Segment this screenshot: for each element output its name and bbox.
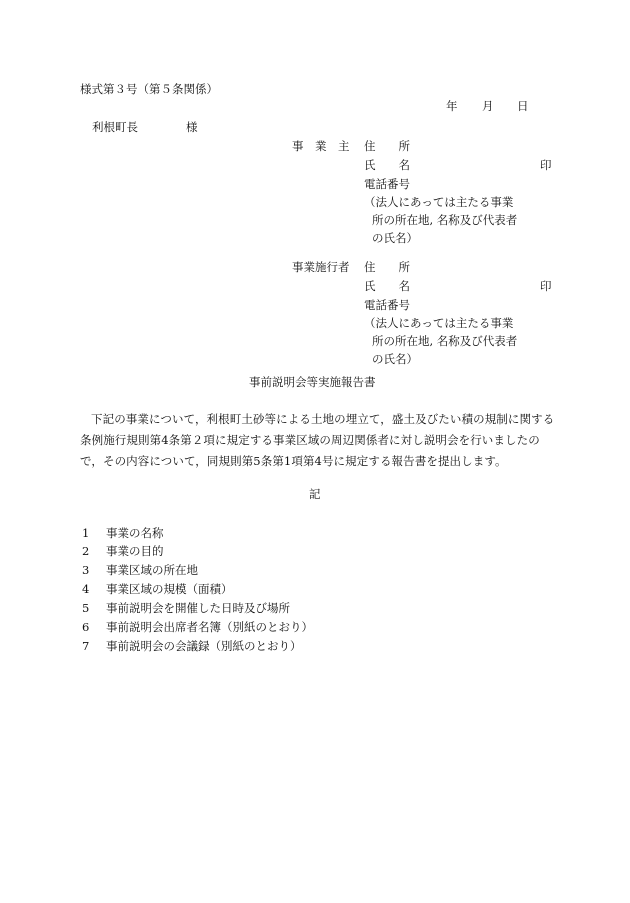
- list-item: [82, 599, 290, 617]
- addressee-name: 利根町長: [92, 120, 138, 134]
- owner-note-line1: （法人にあっては主たる事業: [364, 195, 514, 209]
- executor-seal: 印: [540, 279, 552, 293]
- list-item-number: 6: [82, 620, 90, 634]
- owner-address-label: 住 所: [364, 139, 410, 153]
- list-item: [82, 542, 164, 560]
- form-label: 様式第３号（第５条関係）: [80, 82, 218, 96]
- list-item-label: 事業の名称: [106, 526, 164, 540]
- document-title: 事前説明会等実施報告書: [249, 375, 376, 389]
- list-item-number: 4: [82, 582, 90, 596]
- list-item-label: 事業の目的: [106, 544, 164, 558]
- list-item: [82, 618, 313, 636]
- list-item: [82, 637, 302, 655]
- list-item-number: 7: [82, 639, 90, 653]
- executor-note-line2: 所の所在地, 名称及び代表者: [372, 334, 518, 348]
- list-item-label: 事業区域の所在地: [106, 563, 198, 577]
- date-day: 日: [517, 99, 529, 113]
- owner-role: 事 業 主: [292, 139, 350, 153]
- executor-role: 事業施行者: [292, 260, 350, 274]
- list-item: [82, 561, 198, 579]
- list-item-label: 事前説明会の会議録（別紙のとおり）: [106, 639, 302, 653]
- owner-note-line2: 所の所在地, 名称及び代表者: [372, 213, 518, 227]
- executor-note-line1: （法人にあっては主たる事業: [364, 316, 514, 330]
- owner-note-line3: の氏名）: [372, 231, 418, 245]
- list-item-number: 2: [82, 544, 90, 558]
- list-item-number: 3: [82, 563, 90, 577]
- date-year: 年: [446, 99, 458, 113]
- list-item-label: 事業区域の規模（面積）: [106, 582, 233, 596]
- executor-phone-label: 電話番号: [364, 298, 410, 312]
- executor-name-label: 氏 名: [364, 279, 410, 293]
- list-item-label: 事前説明会出席者名簿（別紙のとおり）: [106, 620, 313, 634]
- list-item-number: 5: [82, 601, 90, 615]
- executor-note-line3: の氏名）: [372, 352, 418, 366]
- date-month: 月: [482, 99, 494, 113]
- list-item-label: 事前説明会を開催した日時及び場所: [106, 601, 290, 615]
- executor-address-label: 住 所: [364, 260, 410, 274]
- owner-name-label: 氏 名: [364, 158, 410, 172]
- owner-phone-label: 電話番号: [364, 177, 410, 191]
- addressee-honorific: 様: [186, 120, 198, 134]
- owner-seal: 印: [540, 158, 552, 172]
- body-paragraph: 下記の事業について，利根町土砂等による土地の埋立て，盛土及びたい積の規制に関する条例施行規則第4条第２項に規定する事業区域の周辺関係者に対し説明会を行いましたので，その内容について，同規則第5条第1項第4号に規定する報告書を提出します。: [80, 412, 555, 468]
- list-item-number: 1: [82, 526, 90, 540]
- list-item: [82, 580, 233, 598]
- list-item: [82, 524, 164, 542]
- ki-marker: 記: [309, 487, 321, 501]
